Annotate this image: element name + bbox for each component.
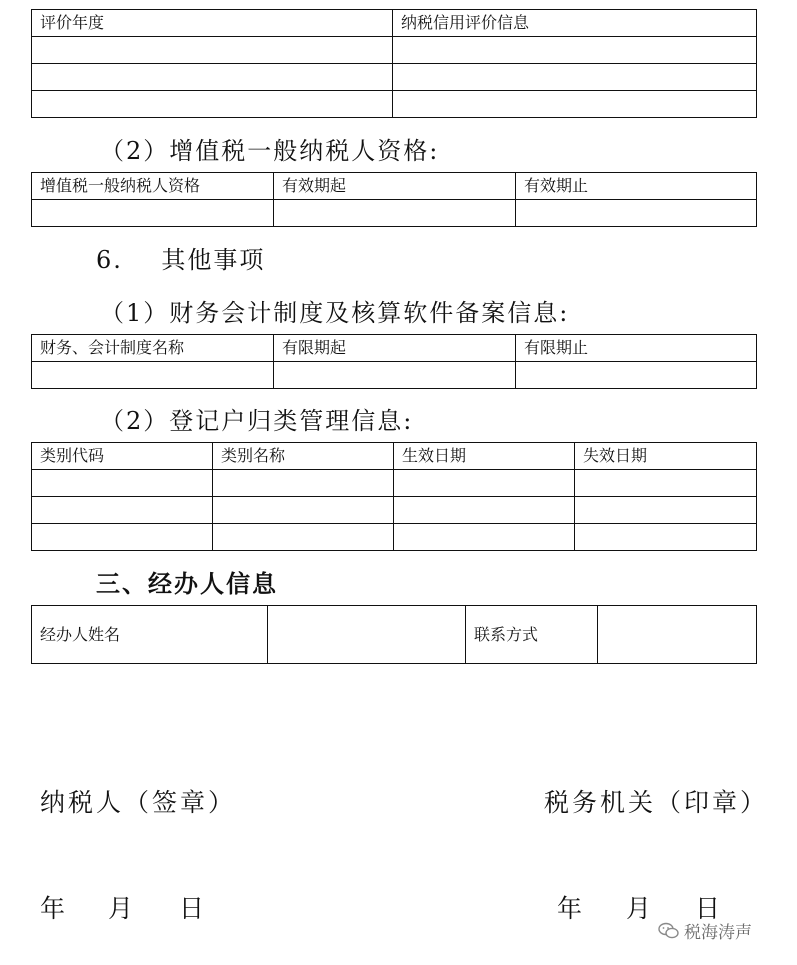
- table-cell[interactable]: [516, 200, 757, 227]
- table-row: [32, 37, 757, 64]
- table-cell[interactable]: [32, 524, 213, 551]
- wechat-icon: [658, 922, 680, 940]
- table-row: [32, 64, 757, 91]
- agent-info-heading: 三、经办人信息: [96, 570, 278, 598]
- vat-qualification-heading: （2）增值税一般纳税人资格:: [100, 137, 440, 165]
- agent-name-label: 经办人姓名: [32, 606, 268, 664]
- table-cell[interactable]: [393, 64, 757, 91]
- header-vat-qualification: 增值税一般纳税人资格: [32, 173, 274, 200]
- header-evaluation-year: 评价年度: [32, 10, 393, 37]
- table-row: [32, 524, 757, 551]
- table-header-row: [32, 173, 757, 200]
- table-cell[interactable]: [274, 200, 516, 227]
- table-cell[interactable]: [213, 497, 394, 524]
- table-cell[interactable]: [575, 470, 757, 497]
- header-accounting-system-name: 财务、会计制度名称: [32, 335, 274, 362]
- table-header-row: [32, 10, 757, 37]
- table-cell[interactable]: [575, 524, 757, 551]
- taxpayer-month-label: 月: [108, 894, 134, 923]
- table-row: [32, 362, 757, 389]
- tax-authority-seal-label: 税务机关（印章）: [544, 788, 769, 817]
- table-row: [32, 606, 757, 664]
- category-management-table: [31, 442, 757, 551]
- header-category-code: 类别代码: [32, 443, 213, 470]
- other-matters-heading: 6. 其他事项: [96, 246, 266, 274]
- header-effective-date: 生效日期: [394, 443, 575, 470]
- table-header-row: [32, 335, 757, 362]
- table-cell[interactable]: [32, 91, 393, 118]
- table-cell[interactable]: [32, 64, 393, 91]
- table-cell[interactable]: [32, 200, 274, 227]
- table-cell[interactable]: [575, 497, 757, 524]
- table-cell[interactable]: [32, 497, 213, 524]
- authority-year-label: 年: [557, 894, 583, 923]
- agent-info-table: [31, 605, 757, 664]
- table-cell[interactable]: [213, 470, 394, 497]
- taxpayer-signature-label: 纳税人（签章）: [40, 788, 237, 817]
- table-cell[interactable]: [516, 362, 757, 389]
- table-cell[interactable]: [274, 362, 516, 389]
- table-cell[interactable]: [394, 524, 575, 551]
- table-cell[interactable]: [213, 524, 394, 551]
- header-valid-from: 有限期起: [274, 335, 516, 362]
- authority-day-label: 日: [695, 894, 721, 923]
- credit-evaluation-table: [31, 9, 757, 118]
- contact-label: 联系方式: [466, 606, 598, 664]
- category-management-heading: （2）登记户归类管理信息:: [100, 407, 414, 435]
- accounting-system-heading: （1）财务会计制度及核算软件备案信息:: [100, 299, 570, 327]
- authority-month-label: 月: [626, 894, 652, 923]
- table-row: [32, 91, 757, 118]
- table-cell[interactable]: [394, 470, 575, 497]
- table-cell[interactable]: [393, 37, 757, 64]
- watermark: [658, 918, 752, 943]
- table-row: [32, 470, 757, 497]
- header-credit-info: 纳税信用评价信息: [393, 10, 757, 37]
- contact-field[interactable]: [598, 606, 757, 664]
- header-valid-from: 有效期起: [274, 173, 516, 200]
- accounting-system-table: [31, 334, 757, 389]
- table-row: [32, 497, 757, 524]
- taxpayer-day-label: 日: [179, 894, 205, 923]
- table-row: [32, 200, 757, 227]
- header-expiry-date: 失效日期: [575, 443, 757, 470]
- header-valid-to: 有限期止: [516, 335, 757, 362]
- header-valid-to: 有效期止: [516, 173, 757, 200]
- watermark-text: 税海涛声: [684, 923, 752, 943]
- vat-qualification-table: [31, 172, 757, 227]
- table-cell[interactable]: [393, 91, 757, 118]
- table-header-row: [32, 443, 757, 470]
- taxpayer-year-label: 年: [40, 894, 66, 923]
- table-cell[interactable]: [32, 37, 393, 64]
- table-cell[interactable]: [32, 362, 274, 389]
- header-category-name: 类别名称: [213, 443, 394, 470]
- table-cell[interactable]: [394, 497, 575, 524]
- table-cell[interactable]: [32, 470, 213, 497]
- agent-name-field[interactable]: [268, 606, 466, 664]
